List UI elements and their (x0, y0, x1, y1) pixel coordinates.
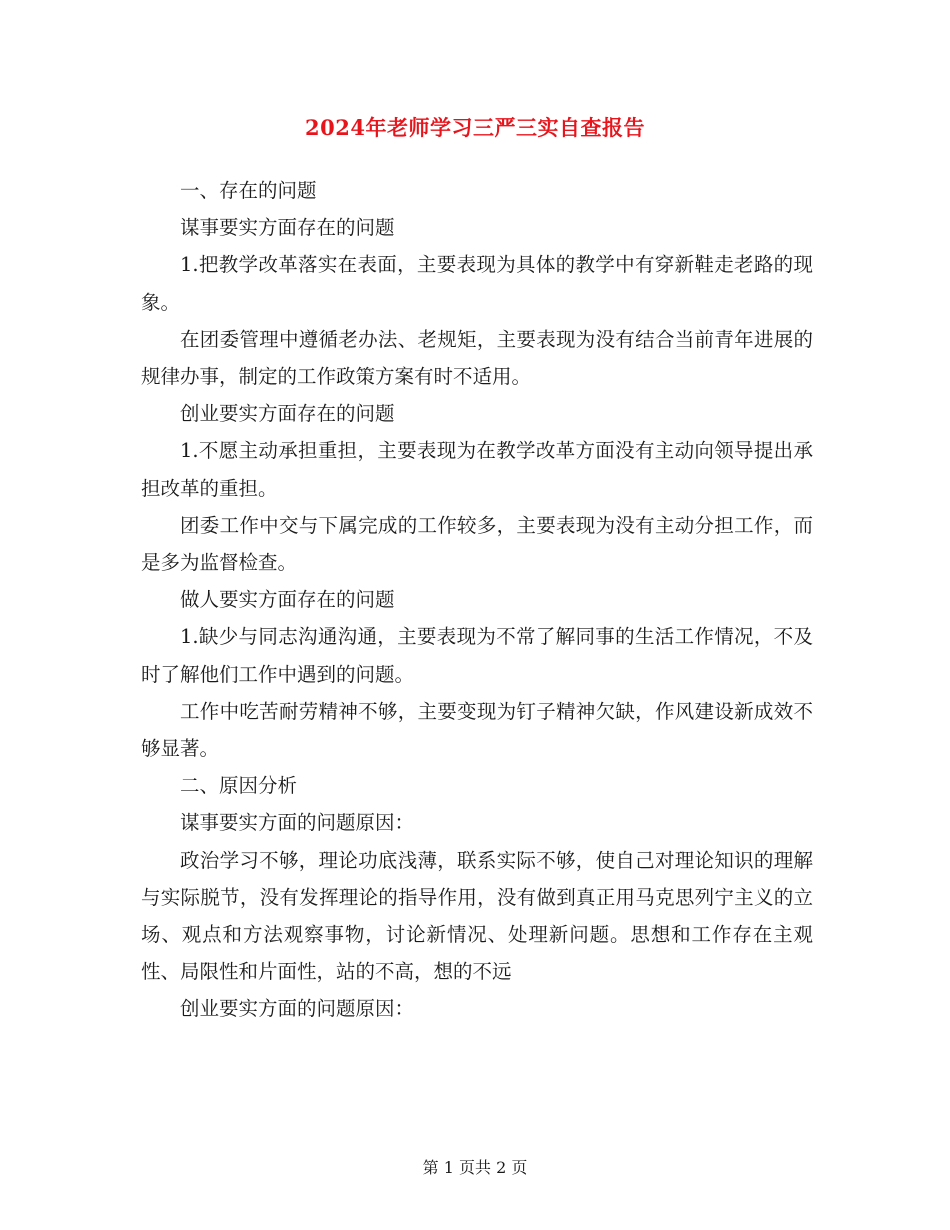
paragraph-2: 谋事要实方面存在的问题 (180, 216, 395, 240)
paragraph-11: 二、原因分析 (180, 774, 298, 798)
paragraph-3: 1.把教学改革落实在表面，主要表现为具体的教学中有穿新鞋走老路的现象。 (141, 253, 813, 314)
paragraph-5: 创业要实方面存在的问题 (180, 402, 395, 426)
paragraph-7: 团委工作中交与下属完成的工作较多，主要表现为没有主动分担工作，而是多为监督检查。 (141, 513, 813, 575)
document-body (141, 172, 813, 1028)
paragraph-13: 政治学习不够，理论功底浅薄，联系实际不够，使自己对理论知识的理解与实际脱节，没有发挥理论的指导作用，没有做到真正用马克思列宁主义的立场、观点和方法观察事物，讨论新情况、处理新问题。思想和工作存在主观性、局限性和片面性，站的不高，想的不远 (141, 848, 813, 984)
paragraph-1: 一、存在的问题 (180, 179, 317, 202)
document-title: 2024年老师学习三严三实自查报告 (305, 115, 645, 140)
paragraph-14: 创业要实方面的问题原因： (180, 997, 415, 1021)
paragraph-10: 工作中吃苦耐劳精神不够，主要变现为钉子精神欠缺，作风建设新成效不够显著。 (141, 699, 813, 761)
paragraph-6: 1.不愿主动承担重担，主要表现为在教学改革方面没有主动向领导提出承担改革的重担。 (141, 439, 813, 500)
paragraph-4: 在团委管理中遵循老办法、老规矩，主要表现为没有结合当前青年进展的规律办事，制定的工作政策方案有时不适用。 (141, 327, 813, 389)
paragraph-8: 做人要实方面存在的问题 (180, 588, 395, 612)
paragraph-12: 谋事要实方面的问题原因： (180, 811, 415, 835)
paragraph-9: 1.缺少与同志沟通沟通，主要表现为不常了解同事的生活工作情况，不及时了解他们工作中遇到的问题。 (141, 625, 813, 686)
page-footer: 第 1 页共 2 页 (422, 1158, 528, 1177)
